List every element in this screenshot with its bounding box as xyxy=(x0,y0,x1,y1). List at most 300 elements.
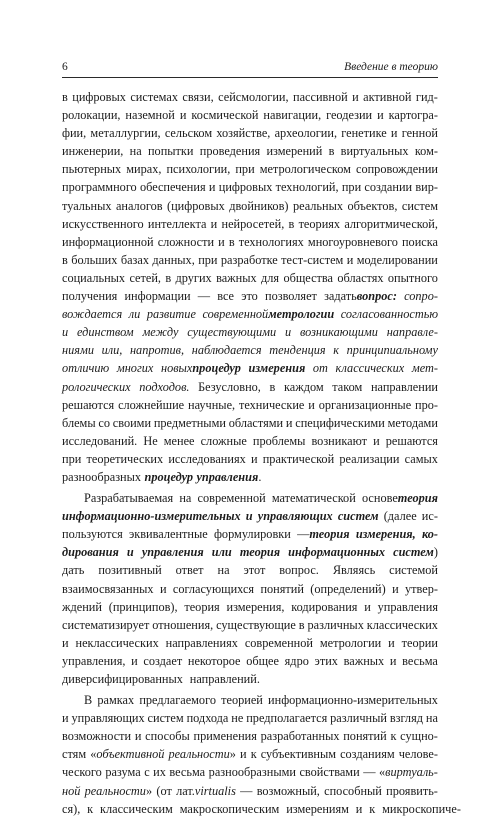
word: базах xyxy=(120,252,149,267)
word: на xyxy=(129,144,142,159)
word: (принципов), xyxy=(108,599,178,614)
word: ниями xyxy=(62,343,94,358)
word: и xyxy=(392,581,399,596)
text-line xyxy=(62,616,438,634)
word: — xyxy=(363,765,376,780)
word: отношения, xyxy=(152,617,214,632)
text-line xyxy=(62,507,438,525)
word: предметными xyxy=(153,415,226,430)
word: технические xyxy=(238,397,305,412)
word: взгляд xyxy=(389,711,423,726)
word: методами xyxy=(387,415,438,430)
page-header xyxy=(62,60,438,76)
word: измерений xyxy=(266,144,323,159)
word: туальных xyxy=(62,198,112,213)
text-line xyxy=(62,251,438,269)
word: со xyxy=(98,415,110,430)
word: Безусловно, xyxy=(198,379,261,394)
word: информационных xyxy=(288,545,386,560)
word: вопрос. xyxy=(279,563,319,578)
word: сетей, xyxy=(129,270,161,285)
word: гид- xyxy=(415,90,438,104)
word: (определений) xyxy=(310,581,386,596)
word: программного xyxy=(62,180,137,195)
word: исследованиях xyxy=(168,451,246,466)
word: кодирования xyxy=(291,599,358,614)
text-line xyxy=(62,670,438,688)
word: своими xyxy=(112,415,152,430)
word: (от xyxy=(156,783,172,798)
word: общества xyxy=(283,270,334,285)
word: весьма xyxy=(169,765,206,780)
word: при xyxy=(198,252,218,267)
word: металлургии, xyxy=(90,126,161,141)
word: управления xyxy=(141,545,204,560)
text-line xyxy=(62,88,438,106)
word: некоторое xyxy=(187,653,241,668)
word: метрологии xyxy=(319,635,382,650)
word: предполагается xyxy=(246,711,328,726)
word: измерения xyxy=(248,361,306,376)
word: теории xyxy=(401,635,438,650)
word: подхода xyxy=(186,711,229,726)
word: фии, xyxy=(62,126,87,141)
word: —теория xyxy=(297,527,350,542)
text-line xyxy=(62,727,438,745)
word: созданиям xyxy=(340,747,395,762)
word: между xyxy=(142,325,179,340)
word: про- xyxy=(415,397,438,412)
word: многих xyxy=(116,361,154,376)
word: реальных xyxy=(292,198,343,213)
word: разработанных xyxy=(260,729,340,744)
word: и xyxy=(210,216,218,231)
word: сельском xyxy=(164,126,213,141)
word: различных xyxy=(307,617,364,632)
word: виртуальных xyxy=(340,144,409,159)
text-line xyxy=(62,269,438,287)
word: моделировании xyxy=(356,252,438,267)
word: сущно- xyxy=(400,729,438,744)
word: практической xyxy=(262,451,335,466)
word: сложные xyxy=(200,433,247,448)
word: систем xyxy=(147,711,184,726)
word: ческого xyxy=(62,765,102,780)
word: предлагаемого xyxy=(139,693,216,708)
word: менее xyxy=(163,433,195,448)
word: и xyxy=(390,126,398,141)
word: и xyxy=(62,711,69,726)
text-line xyxy=(62,432,438,450)
word: стям xyxy=(62,747,87,762)
word: информации xyxy=(124,289,191,304)
word: решаются xyxy=(62,397,115,412)
word: управления, xyxy=(62,653,126,668)
word: и xyxy=(159,581,167,596)
word: и xyxy=(285,325,292,340)
word: на xyxy=(425,711,438,726)
word: археологии, xyxy=(274,126,338,141)
word: разнообразными xyxy=(208,765,296,780)
word: и xyxy=(377,108,384,123)
word: микроскопиче- xyxy=(382,801,461,816)
word: и xyxy=(218,234,225,249)
word: этих xyxy=(314,653,338,668)
word: систем xyxy=(401,198,438,213)
word: задатьвопрос: xyxy=(324,289,397,304)
word: измерения, xyxy=(355,527,416,542)
word: разума xyxy=(105,765,141,780)
word: не xyxy=(231,711,244,726)
word: информационной xyxy=(62,234,154,249)
text-line xyxy=(62,634,438,652)
word: геодезии xyxy=(326,108,373,123)
word: метрологическом xyxy=(259,162,351,177)
word: весьма xyxy=(402,653,438,668)
word: «виртуаль- xyxy=(379,765,438,780)
text-line xyxy=(62,561,438,579)
word: и xyxy=(364,599,371,614)
word: Являясь xyxy=(332,563,376,578)
word: создает xyxy=(143,653,183,668)
word: согласованностью xyxy=(340,307,438,322)
text-line xyxy=(62,489,438,507)
word: связи, xyxy=(182,90,214,104)
word: возникают xyxy=(311,433,367,448)
text-line xyxy=(62,782,438,800)
text-line xyxy=(62,763,438,781)
text-line xyxy=(62,378,438,396)
word: основетеория xyxy=(361,491,438,506)
running-title: Введение в теорию xyxy=(344,61,438,73)
text-line xyxy=(62,580,438,598)
word: и xyxy=(126,545,134,560)
word: при xyxy=(62,451,82,466)
text-line xyxy=(62,215,438,233)
word: обеспечения xyxy=(139,180,206,195)
text-line xyxy=(62,233,438,251)
word: к xyxy=(369,801,376,816)
word: все xyxy=(217,289,235,304)
word: — xyxy=(240,783,253,798)
text-line xyxy=(62,396,438,414)
word: реальности» xyxy=(168,747,236,762)
word: и xyxy=(62,325,69,340)
word: и xyxy=(250,451,258,466)
word: информационно-измерительных xyxy=(62,509,241,524)
word: каждом xyxy=(283,379,324,394)
word: реальности» xyxy=(84,783,153,798)
word: и xyxy=(388,635,395,650)
word: измерения, xyxy=(226,599,285,614)
word: и xyxy=(179,108,187,123)
word: измерениям xyxy=(286,801,349,816)
word: двойников) xyxy=(229,198,289,213)
word: в xyxy=(228,234,235,249)
word: генетике xyxy=(341,126,387,141)
word: и xyxy=(134,729,142,744)
word: дирования xyxy=(62,545,119,560)
word: понятий xyxy=(343,729,387,744)
text-line xyxy=(62,691,438,709)
word: взаимосвязанных xyxy=(62,581,154,596)
word: направлениях xyxy=(165,635,238,650)
text-line xyxy=(62,178,438,196)
word: в xyxy=(288,216,295,231)
word: теорией xyxy=(221,693,263,708)
word: понятий xyxy=(260,581,304,596)
word: ко- xyxy=(421,527,438,542)
word: неклассических xyxy=(75,635,159,650)
word: классическим xyxy=(100,801,173,816)
word: их xyxy=(153,765,166,780)
text-line xyxy=(62,525,438,543)
word: (далее xyxy=(383,509,417,524)
word: управляющих xyxy=(257,509,333,524)
word: разработке xyxy=(220,252,278,267)
word: разнообразных процедур xyxy=(62,469,194,484)
text-line xyxy=(62,106,438,124)
word: и xyxy=(389,653,397,668)
text-line xyxy=(62,305,438,323)
word: возможности xyxy=(62,729,132,744)
word: ждений xyxy=(62,599,102,614)
word: систем) xyxy=(393,545,438,560)
word: сейсмологии, xyxy=(218,90,289,104)
word: пассивной xyxy=(293,90,348,104)
word: тенденция xyxy=(269,343,326,358)
text-line xyxy=(62,414,438,432)
word: проблемы xyxy=(252,433,306,448)
word: больших xyxy=(71,252,118,267)
text-line xyxy=(62,287,438,305)
text-line xyxy=(62,323,438,341)
word: в xyxy=(165,270,172,285)
word: позитивный xyxy=(98,563,162,578)
word: вир- xyxy=(415,180,438,195)
word: пользуются xyxy=(62,527,123,542)
word: генной xyxy=(401,126,438,141)
word: и xyxy=(373,433,380,448)
word: возможный, xyxy=(256,783,320,798)
word: или, xyxy=(101,343,123,358)
word: ся), xyxy=(62,801,81,816)
word: способы xyxy=(145,729,190,744)
word: и xyxy=(346,252,354,267)
word: проявить- xyxy=(386,783,438,798)
word: принципиальному xyxy=(346,343,438,358)
word: (цифровых xyxy=(167,198,225,213)
word: инженерии, xyxy=(62,144,124,159)
word: к xyxy=(390,729,397,744)
word: технологиях xyxy=(238,234,304,249)
word: блемы xyxy=(62,415,96,430)
word: вождается xyxy=(62,307,123,322)
word: важных xyxy=(343,653,385,668)
word: и xyxy=(352,90,359,104)
word: в xyxy=(62,252,68,267)
word: позволяет xyxy=(264,289,317,304)
word: научные, xyxy=(187,397,236,412)
word: при xyxy=(341,180,362,195)
word: при xyxy=(235,162,255,177)
word: на xyxy=(179,491,192,506)
word: сложности xyxy=(157,234,215,249)
word: самых xyxy=(404,451,438,466)
word: наблюдается xyxy=(191,343,262,358)
text-line xyxy=(62,450,438,468)
word: для xyxy=(261,270,280,285)
word: пьютерных xyxy=(62,162,122,177)
word: аналогов xyxy=(115,198,163,213)
word: систематизирует xyxy=(62,617,150,632)
word: многоуровневого xyxy=(307,234,398,249)
word: способный xyxy=(324,783,382,798)
word: Разрабатываемая xyxy=(84,491,174,506)
word: наземной xyxy=(125,108,175,123)
word: управления. xyxy=(196,469,262,484)
word: теоретических xyxy=(86,451,164,466)
text-line xyxy=(62,745,438,763)
word: управляющих xyxy=(71,711,145,726)
word: проведения xyxy=(199,144,261,159)
word: технологий, xyxy=(275,180,339,195)
word: важных xyxy=(216,270,257,285)
text-line xyxy=(62,709,438,727)
word: мирах, xyxy=(126,162,162,177)
word: общее xyxy=(246,653,279,668)
word: челове- xyxy=(398,747,438,762)
word: существующими xyxy=(187,325,277,340)
word: и xyxy=(285,415,293,430)
word: областях xyxy=(337,270,384,285)
word: психологии, xyxy=(166,162,231,177)
word: с xyxy=(144,765,150,780)
word: объектов, xyxy=(347,198,398,213)
word: и xyxy=(245,509,253,524)
word: современнойметрологии xyxy=(202,307,335,322)
text-line xyxy=(62,160,438,178)
word: к xyxy=(250,747,257,762)
word: мет- xyxy=(411,361,438,376)
word: активной xyxy=(363,90,412,104)
text-line xyxy=(62,800,461,818)
word: применения xyxy=(193,729,257,744)
word: в xyxy=(298,617,305,632)
page-number: 6 xyxy=(62,61,68,73)
word: возникающими xyxy=(299,325,378,340)
word: отличию xyxy=(62,361,110,376)
word: данных, xyxy=(152,252,195,267)
word: исследований. xyxy=(62,433,138,448)
word: классических xyxy=(335,361,405,376)
word: сопро- xyxy=(404,289,438,304)
word: диверсифицированных xyxy=(62,672,183,686)
word: субъективным xyxy=(260,747,336,762)
word: областями xyxy=(228,415,284,430)
word: и xyxy=(208,180,216,195)
word: в xyxy=(269,379,276,394)
word: этот xyxy=(243,563,266,578)
word: искусственного xyxy=(62,216,144,231)
word: цифровых xyxy=(218,180,273,195)
word: В xyxy=(84,693,93,708)
word: навигации, xyxy=(263,108,322,123)
word: и xyxy=(131,653,138,668)
word: управления xyxy=(377,599,438,614)
word: информационно-измерительных xyxy=(268,693,438,708)
word: рамках xyxy=(97,693,135,708)
word: получения xyxy=(62,289,118,304)
word: систем xyxy=(337,509,379,524)
word: других xyxy=(175,270,212,285)
word: хозяйстве, xyxy=(216,126,271,141)
word: различный xyxy=(330,711,387,726)
word: социальных xyxy=(62,270,126,285)
word: попытки xyxy=(147,144,194,159)
word: создании xyxy=(364,180,413,195)
word: свойствами xyxy=(299,765,360,780)
word: направлений. xyxy=(189,672,260,686)
word: ной xyxy=(62,783,81,798)
text-line xyxy=(62,341,438,359)
word: тест-систем xyxy=(281,252,344,267)
word: формулировки xyxy=(213,527,291,542)
word: теория xyxy=(184,599,220,614)
word: ролокации, xyxy=(62,108,121,123)
text-line xyxy=(62,543,438,561)
word: космической xyxy=(191,108,259,123)
word: согласующихся xyxy=(172,581,255,596)
word: ком- xyxy=(414,144,438,159)
word: алгоритмической, xyxy=(344,216,438,231)
text-line xyxy=(62,468,438,486)
word: системах xyxy=(130,90,178,104)
word: новыхпроцедур xyxy=(160,361,241,376)
text-line xyxy=(62,142,438,160)
word: теория xyxy=(239,545,281,560)
word: современной xyxy=(244,635,313,650)
word: от xyxy=(312,361,328,376)
word: цифровых xyxy=(72,90,126,104)
word: системой xyxy=(389,563,438,578)
word: математической xyxy=(271,491,356,506)
word: в xyxy=(328,144,335,159)
text-line xyxy=(62,598,438,616)
word: нейросетей, xyxy=(221,216,285,231)
word: специфическими xyxy=(295,415,385,430)
word: ли xyxy=(128,307,141,322)
word: дать xyxy=(62,563,85,578)
word: — xyxy=(197,289,211,304)
word: макроскопическим xyxy=(179,801,280,816)
word: ответ xyxy=(175,563,204,578)
word: Не xyxy=(143,433,158,448)
word: направле- xyxy=(386,325,438,340)
word: ядро xyxy=(284,653,309,668)
word: современной xyxy=(197,491,266,506)
word: к xyxy=(87,801,94,816)
word: и xyxy=(240,747,247,762)
word: интеллекта xyxy=(147,216,207,231)
word: рологических xyxy=(62,379,131,394)
word: картогра- xyxy=(388,108,438,123)
word: опытного xyxy=(387,270,438,285)
word: и xyxy=(355,801,363,816)
body-text xyxy=(62,88,461,818)
word: это xyxy=(241,289,258,304)
word: единством xyxy=(76,325,134,340)
